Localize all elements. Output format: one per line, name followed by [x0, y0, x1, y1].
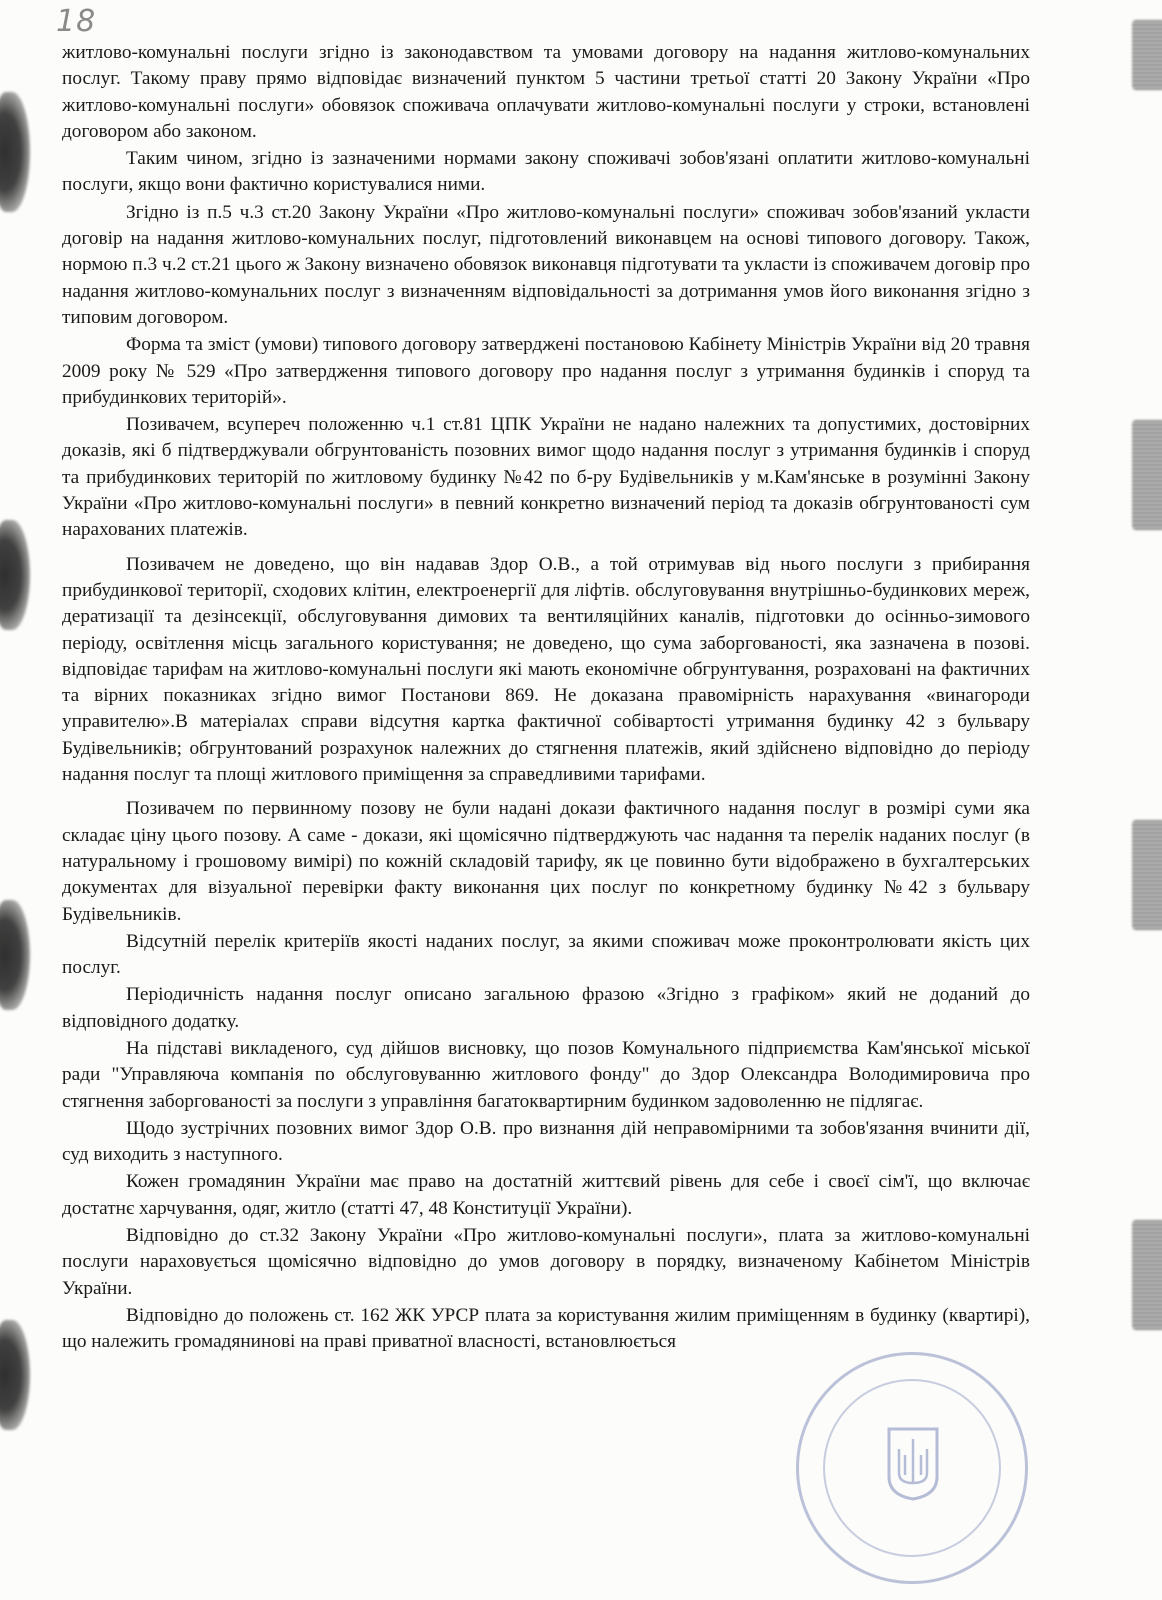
- paragraph: Форма та зміст (умови) типового договору затверджені постановою Кабінету Міністрів України від 20 травня 2009 року № 529 «Про затвердження типового договору про надання послуг з утримання будинків і споруд та прибудинкових територій».: [62, 334, 1030, 408]
- scan-punch-mark: [0, 900, 30, 1010]
- scan-punch-mark: [0, 92, 30, 212]
- paragraph: житлово-комунальні послуги згідно із законодавством та умовами договору на надання житлово-комунальних послуг. Такому праву прямо відповідає визначений пунктом 5 частини третьої статті 20 Закону України «Про житлово-комунальні послуги» обовязок споживача оплачувати житлово-комунальні послуги у строки, встановлені договором або законом.: [62, 42, 1030, 142]
- paragraph: Таким чином, згідно із зазначеними нормами закону споживачі зобов'язані оплатити житлово-комунальні послуги, якщо вони фактично користувалися ними.: [62, 148, 1030, 196]
- scan-punch-mark: [0, 1320, 30, 1430]
- paragraph: Періодичність надання послуг описано загальною фразою «Згідно з графіком» який не доданий до відповідного додатку.: [62, 984, 1030, 1032]
- paragraph: На підставі викладеного, суд дійшов висновку, що позов Комунального підприємства Кам'янської міської ради "Управляюча компанія по обслуговуванню житлового фонду" до Здор Олександра Володимировича про стягнення заборгованості за послуги з управління багатоквартирним будинком задоволенню не підлягає.: [62, 1037, 1030, 1112]
- paragraph: Позивачем не доведено, що він надавав Здор О.В., а той отримував від нього послуги з прибирання прибудинкової території, сходових клітин, електроенергії для ліфтів. обслуговування внутрішньо-будинкових мереж, дератизації та дезінсекції, обслуговування димових та вентиляційних каналів, підготовки до осінньо-зимового періоду, освітлення місць загального користування; не доведено, що сума заборгованості, яка зазначена в позові. відповідає тарифам на житлово-комунальні послуги які мають економічне обгрунтування, розраховані на фактичних та вірних показниках згідно вимог Постанови 869. Не доказана правомірність нарахування «винагороди управителю».В матеріалах справи відсутня картка фактичної собівартості утримання будинку 42 з бульвару Будівельників; обгрунтований розрахунок належних до стягнення платежів, який здійснено відповідно до періоду надання послуг та площі житлового приміщення за справедливими тарифами.: [62, 553, 1030, 786]
- official-stamp: [796, 1352, 1028, 1584]
- scan-edge-mark: [1132, 420, 1162, 530]
- scan-edge-mark: [1132, 20, 1162, 90]
- paragraph: Кожен громадянин України має право на достатній життєвий рівень для себе і своєї сім'ї, що включає достатнє харчування, одяг, житло (статті 47, 48 Конституції України).: [62, 1171, 1030, 1219]
- paragraph: Згідно із п.5 ч.3 ст.20 Закону України «Про житлово-комунальні послуги» споживач зобов'язаний укласти договір на надання житлово-комунальних послуг, підготовлений виконавцем на основі типового договору. Також, нормою п.3 ч.2 ст.21 цього ж Закону визначено обовязок виконавця підготувати та укласти із споживачем договір про надання житлово-комунальних послуг з визначенням відповідальності за дотримання умов його виконання згідно з типовим договором.: [62, 201, 1030, 328]
- page-number: 18: [56, 4, 97, 39]
- scan-edge-mark: [1132, 1220, 1162, 1330]
- paragraph: Відповідно до ст.32 Закону України «Про житлово-комунальні послуги», плата за житлово-комунальні послуги нараховується щомісячно відповідно до умов договору в порядку, визначеному Кабінетом Міністрів України.: [62, 1225, 1030, 1299]
- paragraph: Щодо зустрічних позовних вимог Здор О.В. про визнання дій неправомірними та зобов'язання вчинити дії, суд виходить з наступного.: [62, 1117, 1030, 1166]
- paragraph: Позивачем по первинному позову не були надані докази фактичного надання послуг в розмірі суми яка складає ціну цього позову. А саме - докази, які щомісячно підтверджують час надання та перелік наданих послуг (в натуральному і грошовому вимірі) по кожній складовій тарифу, як це повинно бути відображено в бухгалтерських документах для візуальної перевірки факту виконання цих послуг по конкретному будинку №42 з бульвару Будівельників.: [62, 798, 1030, 925]
- paragraph: Позивачем, всупереч положенню ч.1 ст.81 ЦПК України не надано належних та допустимих, достовірних доказів, які б підтверджували обгрунтованість позовних вимог щодо надання послуг з утримання будинків і споруд та прибудинкових територій по житловому будинку №42 по б-ру Будівельників у м.Кам'янське в розумінні Закону України «Про житлово-комунальні послуги» в певний конкретно визначений період та доказів обгрунтованості сум нарахованих платежів.: [62, 414, 1030, 541]
- scan-punch-mark: [0, 520, 30, 630]
- document-body: [62, 40, 1030, 1580]
- scan-edge-mark: [1132, 820, 1162, 930]
- paragraph: Відповідно до положень ст. 162 ЖК УРСР плата за користування жилим приміщенням в будинку (квартирі), що належить громадянинові на праві приватної власності, встановлюється: [62, 1304, 1030, 1353]
- paragraph: Відсутній перелік критеріїв якості наданих послуг, за якими споживач може проконтролювати якість цих послуг.: [62, 930, 1030, 979]
- trident-emblem-icon: [885, 1425, 941, 1501]
